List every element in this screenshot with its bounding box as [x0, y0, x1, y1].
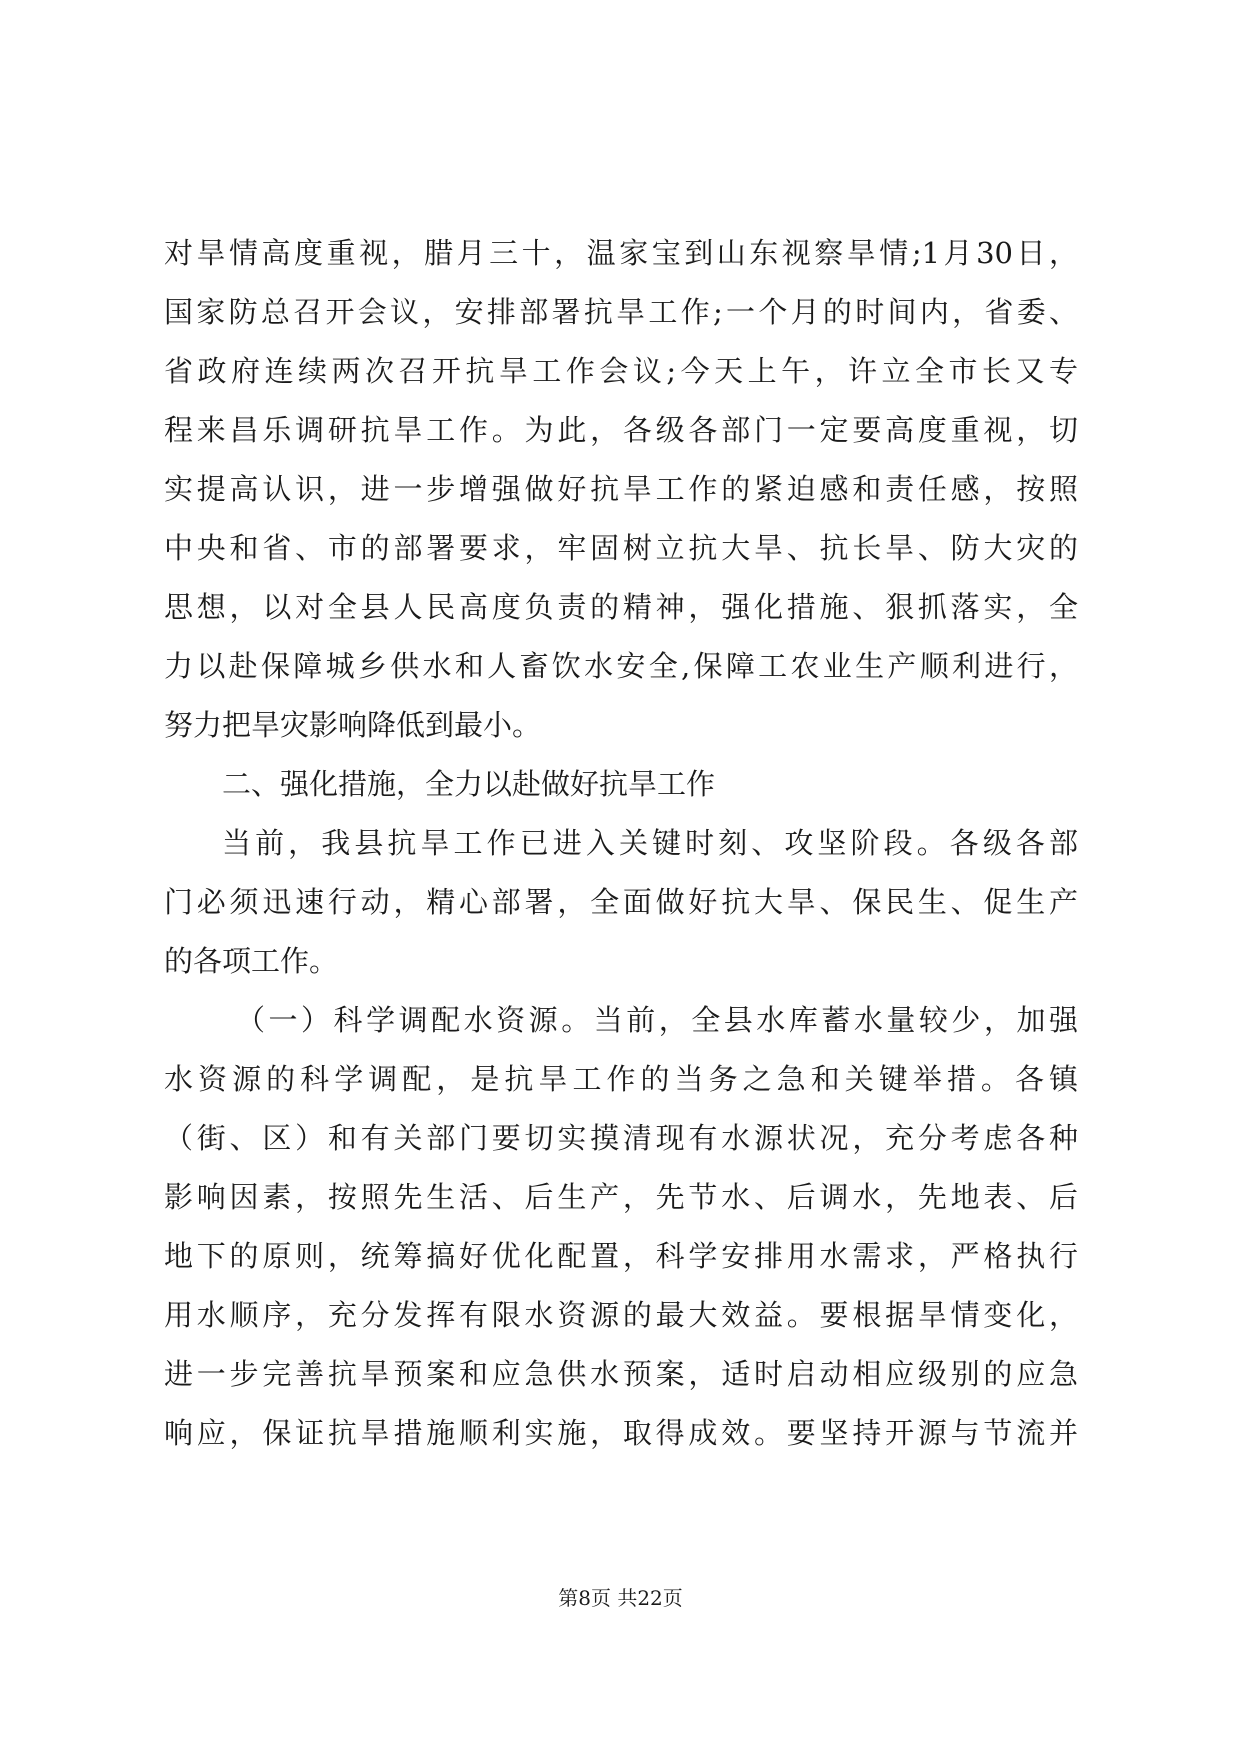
- text-line: （一）科学调配水资源。当前，全县水库蓄水量较少，加强: [236, 1003, 1078, 1037]
- text-line: 努力把旱灾影响降低到最小。: [164, 708, 542, 742]
- text-line: （街、区）和有关部门要切实摸清现有水源状况，充分考虑各种: [164, 1121, 1078, 1155]
- text-line: 当前，我县抗旱工作已进入关键时刻、攻坚阶段。各级各部: [222, 826, 1078, 860]
- text-line: 省政府连续两次召开抗旱工作会议;今天上午，许立全市长又专: [164, 354, 1078, 388]
- text-line: 地下的原则，统筹搞好优化配置，科学安排用水需求，严格执行: [164, 1239, 1078, 1273]
- text-line: 进一步完善抗旱预案和应急供水预案，适时启动相应级别的应急: [164, 1357, 1078, 1391]
- page-number-label: 第8页 共22页: [558, 1586, 683, 1610]
- text-line: 对旱情高度重视，腊月三十，温家宝到山东视察旱情;1月30日，: [164, 236, 1078, 270]
- text-line: 响应，保证抗旱措施顺利实施，取得成效。要坚持开源与节流并: [164, 1416, 1078, 1450]
- text-line: 中央和省、市的部署要求，牢固树立抗大旱、抗长旱、防大灾的: [164, 531, 1078, 565]
- text-line: 用水顺序，充分发挥有限水资源的最大效益。要根据旱情变化，: [164, 1298, 1078, 1332]
- text-line: 程来昌乐调研抗旱工作。为此，各级各部门一定要高度重视，切: [164, 413, 1078, 447]
- text-line: 水资源的科学调配，是抗旱工作的当务之急和关键举措。各镇: [164, 1062, 1078, 1096]
- section-heading: [164, 755, 1078, 814]
- document-body: [164, 224, 1078, 1463]
- text-line: 实提高认识，进一步增强做好抗旱工作的紧迫感和责任感，按照: [164, 472, 1078, 506]
- text-line: 思想，以对全县人民高度负责的精神，强化措施、狠抓落实，全: [164, 590, 1078, 624]
- text-line: 影响因素，按照先生活、后生产，先节水、后调水，先地表、后: [164, 1180, 1078, 1214]
- text-line: 力以赴保障城乡供水和人畜饮水安全,保障工农业生产顺利进行，: [164, 649, 1078, 683]
- paragraph: [164, 991, 1078, 1463]
- paragraph: [164, 814, 1078, 991]
- text-line: 门必须迅速行动，精心部署，全面做好抗大旱、保民生、促生产: [164, 885, 1078, 919]
- text-line: 的各项工作。: [164, 944, 339, 978]
- heading-line: 二、强化措施，全力以赴做好抗旱工作: [222, 767, 716, 801]
- text-line: 国家防总召开会议，安排部署抗旱工作;一个月的时间内，省委、: [164, 295, 1078, 329]
- page-footer: [0, 1584, 1241, 1612]
- paragraph: [164, 224, 1078, 755]
